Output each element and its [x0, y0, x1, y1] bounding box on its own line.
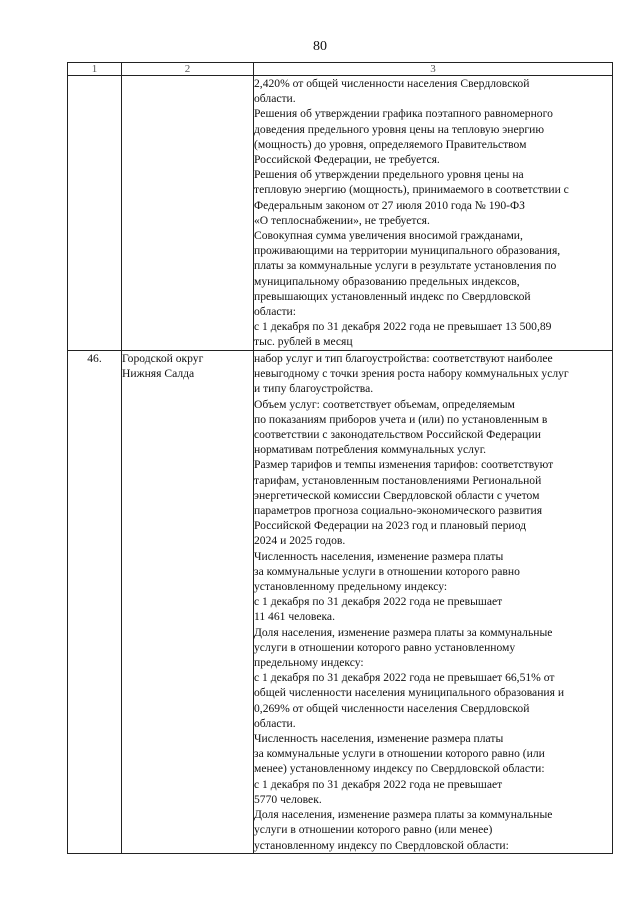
text-line: Доля населения, изменение размера платы за коммунальные [254, 808, 553, 822]
text-line: соответствии с законодательством Российской Федерации [254, 428, 541, 442]
text-line: тепловую энергию (мощность), принимаемого в соответствии с [254, 183, 569, 197]
table-header-row [68, 63, 613, 76]
text-line: Совокупная сумма увеличения вносимой гражданами, [254, 229, 523, 243]
text-line: муниципальному образованию предельных индексов, [254, 274, 520, 288]
text-line: Объем услуг: соответствует объемам, определяемым [254, 397, 515, 411]
text-line: невыгодному с точки зрения роста набору коммунальных услуг [254, 367, 569, 381]
text-line: с 1 декабря по 31 декабря 2022 года не превышает [254, 777, 503, 791]
header-col-1: 1 [68, 63, 122, 76]
row-number-cell [68, 76, 122, 351]
text-line: тыс. рублей в месяц [254, 335, 353, 349]
text-line: энергетической комиссии Свердловской области с учетом [254, 488, 540, 502]
text-line: 2024 и 2025 годов. [254, 534, 346, 548]
text-line: параметров прогноза социально-экономического развития [254, 504, 543, 518]
text-line: набор услуг и тип благоустройства: соответствуют наиболее [254, 352, 553, 365]
text-line: менее) установленному индексу по Свердловской области: [254, 762, 545, 776]
text-line: 2,420% от общей численности населения Свердловской [254, 77, 530, 90]
text-line: Доля населения, изменение размера платы за коммунальные [254, 625, 553, 639]
text-line: 0,269% от общей численности населения Свердловской [254, 701, 530, 715]
text-line: за коммунальные услуги в отношении которого равно [254, 564, 520, 578]
text-line: Размер тарифов и темпы изменения тарифов: соответствуют [254, 458, 554, 472]
text-line: области. [254, 716, 296, 730]
text-line: установленному индексу по Свердловской области: [254, 838, 509, 852]
text-line: Решения об утверждении предельного уровня цены на [254, 168, 524, 182]
document-table [67, 62, 613, 854]
text-line: Российской Федерации, не требуется. [254, 153, 440, 167]
text-line: (мощность) до уровня, определяемого Правительством [254, 137, 527, 151]
text-line: доведения предельного уровня цены на тепловую энергию [254, 122, 545, 136]
header-col-3: 3 [254, 63, 613, 76]
row-text-cell [254, 351, 613, 854]
row-text-cell [254, 76, 613, 351]
municipality-name-line: Нижняя Салда [122, 367, 195, 381]
text-line: установленному предельному индексу: [254, 580, 448, 594]
text-line: предельному индексу: [254, 656, 364, 670]
text-line: Федеральным законом от 27 июля 2010 года № 190-ФЗ [254, 198, 525, 212]
row-name-cell [122, 351, 254, 854]
text-line: услуги в отношении которого равно (или менее) [254, 823, 493, 837]
text-line: по показаниям приборов учета и (или) по установленным в [254, 412, 548, 426]
header-col-2: 2 [122, 63, 254, 76]
row-name-cell [122, 76, 254, 351]
text-line: за коммунальные услуги в отношении которого равно (или [254, 747, 545, 761]
municipality-name-line: Городской округ [122, 352, 204, 365]
text-line: 5770 человек. [254, 792, 322, 806]
row-number-cell: 46. [68, 351, 122, 854]
text-line: тарифам, установленным постановлениями Региональной [254, 473, 542, 487]
text-line: области. [254, 92, 296, 106]
text-line: превышающих установленный индекс по Свердловской [254, 289, 531, 303]
text-line: «О теплоснабжении», не требуется. [254, 213, 430, 227]
text-line: общей численности населения муниципального образования и [254, 686, 565, 700]
text-line: услуги в отношении которого равно установленному [254, 640, 516, 654]
text-line: области: [254, 305, 296, 319]
page-number: 80 [313, 39, 327, 54]
text-line: проживающими на территории муниципального образования, [254, 244, 561, 258]
text-line: 11 461 человека. [254, 610, 335, 624]
text-line: нормативам потребления коммунальных услуг. [254, 443, 487, 457]
text-line: Российской Федерации на 2023 год и плановый период [254, 519, 527, 533]
text-line: и типу благоустройства. [254, 382, 374, 396]
text-line: с 1 декабря по 31 декабря 2022 года не превышает 13 500,89 [254, 320, 552, 334]
text-line: с 1 декабря по 31 декабря 2022 года не превышает 66,51% от [254, 671, 555, 685]
table-row-continuation [68, 76, 613, 351]
text-line: с 1 декабря по 31 декабря 2022 года не превышает [254, 595, 503, 609]
text-line: платы за коммунальные услуги в результате установления по [254, 259, 557, 273]
text-line: Численность населения, изменение размера платы [254, 549, 504, 563]
table-row-46 [68, 351, 613, 854]
text-line: Численность населения, изменение размера платы [254, 732, 504, 746]
text-line: Решения об утверждении графика поэтапного равномерного [254, 107, 553, 121]
